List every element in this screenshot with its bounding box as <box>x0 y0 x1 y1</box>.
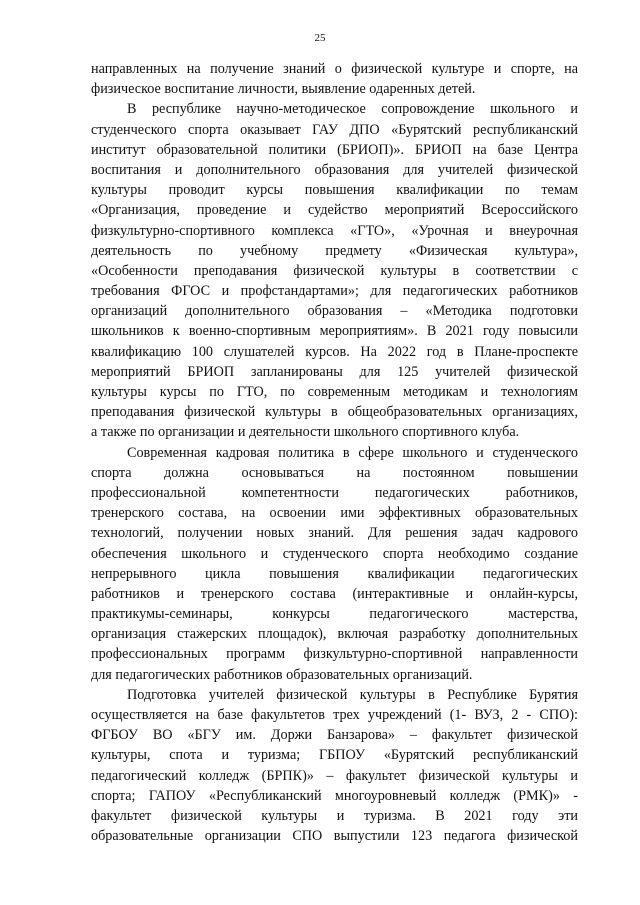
text-line: организация стажерских площадок), включая разработку дополнительных <box>91 626 578 643</box>
paragraph <box>91 685 578 847</box>
text-line: квалификацию 100 слушателей курсов. На 2022 год в Плане-проспекте <box>91 343 578 360</box>
document-body <box>91 59 578 846</box>
text-line: практикумы-семинары, конкурсы педагогического мастерства, <box>91 606 578 623</box>
text-line: мероприятий БРИОП запланированы для 125 учителей физической <box>91 363 578 380</box>
text-line: Подготовка учителей физической культуры в Республике Бурятия <box>127 686 578 703</box>
text-line: преподавания физической культуры в общеобразовательных организациях, <box>91 404 578 421</box>
text-line: «Организация, проведение и судейство мероприятий Всероссийского <box>91 202 578 219</box>
text-line: спорта должна основываться на постоянном повышении <box>91 464 578 481</box>
text-line: культуры, спота и туризма; ГБПОУ «Бурятский республиканский <box>91 747 578 764</box>
text-line: тренерского состава, на освоении ими эффективных образовательных <box>91 505 578 522</box>
text-line: студенческого спорта оказывает ГАУ ДПО «Бурятский республиканский <box>91 121 578 138</box>
text-line: педагогический колледж (БРПК)» – факультет физической культуры и <box>91 767 578 784</box>
text-line: работников и тренерского состава (интерактивные и онлайн-курсы, <box>91 585 578 602</box>
text-line: культуры курсы по ГТО, по современным методикам и технологиям <box>91 384 578 400</box>
text-line: направленных на получение знаний о физической культуре и спорте, на <box>91 61 578 77</box>
text-line: а также по организации и деятельности школьного спортивного клуба. <box>91 424 520 441</box>
text-line: физическое воспитание личности, выявление одаренных детей. <box>91 81 476 98</box>
paragraph <box>91 59 578 99</box>
text-line: спорта; ГАПОУ «Республиканский многоуровневый колледж (РМК)» - <box>91 787 578 804</box>
text-line: Современная кадровая политика в сфере школьного и студенческого <box>127 444 578 461</box>
paragraph <box>91 99 578 442</box>
text-line: профессиональной компетентности педагогических работников, <box>91 484 578 501</box>
text-line: профессиональных программ физкультурно-спортивной направленности <box>91 646 578 663</box>
text-line: «Особенности преподавания физической культуры в соответствии с <box>91 262 578 279</box>
text-line: ФГБОУ ВО «БГУ им. Доржи Банзарова» – факультет физической <box>91 727 578 744</box>
text-line: деятельность по учебному предмету «Физическая культура», <box>91 242 578 259</box>
paragraph <box>91 443 578 685</box>
text-line: воспитания и дополнительного образования для учителей физической <box>91 161 578 178</box>
text-line: образовательные организации СПО выпустили 123 педагога физической <box>91 828 578 845</box>
text-line: институт образовательной политики (БРИОП)». БРИОП на базе Центра <box>91 141 578 158</box>
text-line: обеспечения школьного и студенческого спорта необходимо создание <box>91 545 578 562</box>
text-line: В республике научно-методическое сопровождение школьного и <box>127 101 578 118</box>
text-line: культуры проводит курсы повышения квалификации по темам <box>91 182 578 199</box>
text-line: школьников к военно-спортивным мероприятиям». В 2021 году повысили <box>91 323 578 340</box>
text-line: факультет физической культуры и туризма. В 2021 году эти <box>91 807 578 824</box>
text-line: технологий, получении новых знаний. Для решения задач кадрового <box>91 525 578 542</box>
text-line: организаций дополнительного образования – «Методика подготовки <box>91 303 578 320</box>
page-number: 25 <box>314 32 326 44</box>
text-line: для педагогических работников образовательных организаций. <box>91 666 473 683</box>
text-line: осуществляется на базе факультетов трех учреждений (1- ВУЗ, 2 - СПО): <box>91 707 578 723</box>
text-line: требования ФГОС и профстандартами»; для педагогических работников <box>91 283 578 300</box>
text-line: физкультурно-спортивного комплекса «ГТО», «Урочная и внеурочная <box>91 222 578 239</box>
text-line: непрерывного цикла повышения квалификации педагогических <box>91 565 578 582</box>
